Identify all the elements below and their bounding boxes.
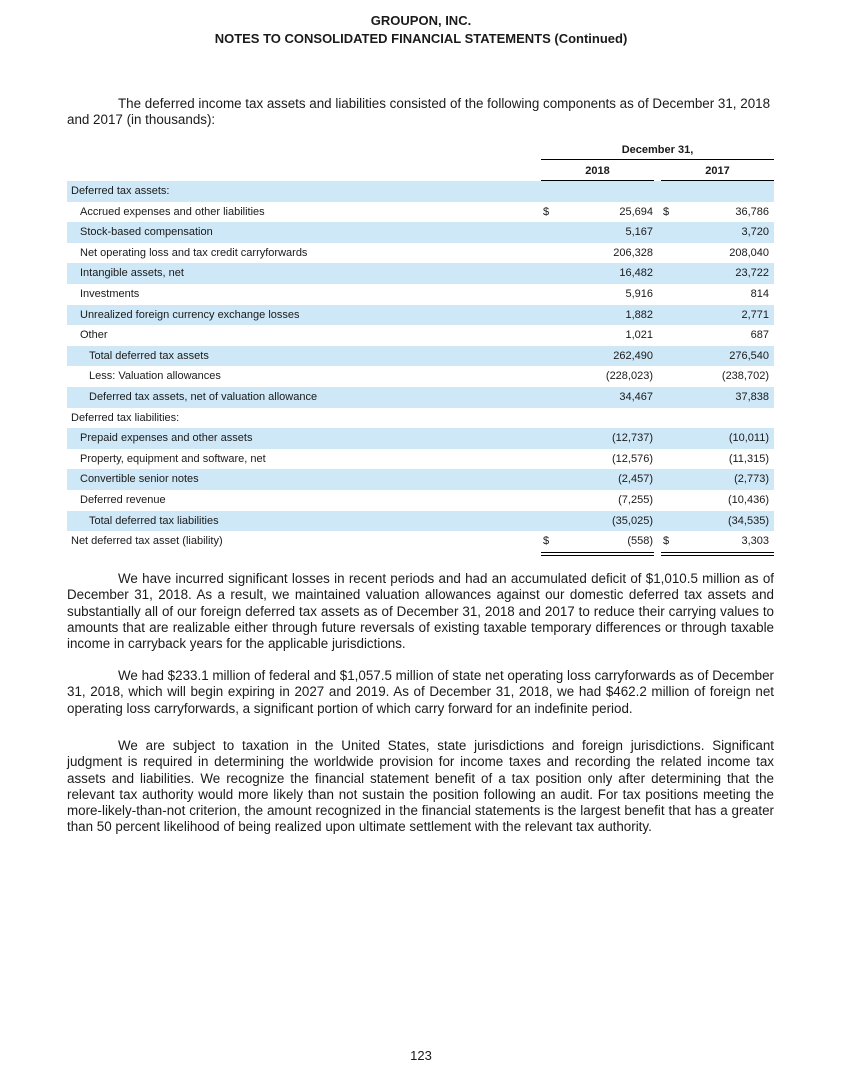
value-2018: (12,576)	[612, 452, 653, 465]
row-label: Other	[80, 329, 108, 342]
value-2018: 262,490	[613, 349, 653, 362]
row-label: Total deferred tax assets	[89, 349, 209, 362]
taxation-text: We are subject to taxation in the United States, state jurisdictions and foreign jurisdictions. Significant judgment is required in determining the worldwide provision for income taxes and recording the related income tax assets and liabilities. We recognize the financial statement benefit of a tax position only after determining that the relevant tax authority would more likely than not sustain the position following an audit. For tax positions meeting the more-likely-than-not criterion, the amount recognized in the financial statements is the largest benefit that has a greater than 50 percent likelihood of being realized upon ultimate settlement with the relevant tax authority.	[67, 738, 774, 835]
value-2018: (228,023)	[605, 370, 653, 383]
value-2017: 23,722	[735, 267, 769, 280]
value-2018: (2,457)	[618, 473, 653, 486]
intro-paragraph	[67, 96, 774, 129]
total-double-rule	[661, 552, 774, 553]
table-row	[67, 531, 774, 552]
year-header-2017: 2017	[705, 165, 730, 177]
table-row	[67, 408, 774, 429]
period-header-rule	[541, 159, 774, 160]
losses-text: We have incurred significant losses in recent periods and had an accumulated deficit of $1,010.5 million as of December 31, 2018. As a result, we maintained valuation allowances against our domestic deferred tax assets and substantially all of our foreign deferred tax assets as of December 31, 2018 and 2017 to reduce their carrying values to amounts that are realizable either through future reversals of existing taxable temporary differences or through taxable income in carryback years for the applicable jurisdictions.	[67, 571, 774, 652]
table-row	[67, 284, 774, 305]
table-row	[67, 449, 774, 470]
table-row	[67, 222, 774, 243]
row-label: Unrealized foreign currency exchange losses	[80, 308, 300, 321]
value-2017: 814	[750, 288, 769, 300]
total-double-rule	[541, 552, 654, 553]
value-2018: (558)	[627, 535, 653, 548]
company-name: GROUPON, INC.	[370, 13, 472, 28]
row-label: Investments	[80, 288, 140, 300]
row-label: Deferred tax liabilities:	[71, 411, 180, 424]
carryforwards-text: We had $233.1 million of federal and $1,057.5 million of state net operating loss carryforwards as of December 31, 2018, which will begin expiring in 2027 and 2019. As of December 31, 2018, we had $462.2 million of foreign net operating loss carryforwards, a significant portion of which carry forward for an indefinite period.	[67, 668, 774, 716]
row-label: Intangible assets, net	[80, 267, 184, 280]
value-2017: 276,540	[729, 349, 769, 362]
value-2017: (238,702)	[721, 370, 769, 383]
table-row	[67, 305, 774, 326]
value-2018: 206,328	[613, 246, 653, 259]
value-2017: (11,315)	[728, 452, 769, 465]
table-row	[67, 428, 774, 449]
row-label: Less: Valuation allowances	[89, 370, 221, 383]
value-2018: (7,255)	[618, 494, 653, 506]
currency-symbol-2018: $	[543, 535, 550, 548]
row-label: Net deferred tax asset (liability)	[71, 535, 223, 548]
table-row	[67, 181, 774, 202]
total-double-rule	[541, 555, 654, 556]
value-2017: (2,773)	[734, 473, 769, 486]
value-2018: 25,694	[619, 205, 653, 218]
table-row	[67, 346, 774, 367]
table-row	[67, 490, 774, 511]
row-label: Convertible senior notes	[80, 473, 199, 486]
value-2017: 37,838	[735, 391, 769, 403]
value-2017: 3,303	[741, 535, 769, 548]
table-row	[67, 325, 774, 346]
page-heading: NOTES TO CONSOLIDATED FINANCIAL STATEMENTS (Continued)	[214, 31, 628, 46]
taxation-paragraph	[67, 738, 774, 836]
row-label: Deferred revenue	[80, 494, 166, 506]
intro-text: The deferred income tax assets and liabilities consisted of the following components as of December 31, 2018 and 2017 (in thousands):	[67, 96, 771, 128]
value-2018: 1,882	[625, 308, 653, 321]
table-row	[67, 469, 774, 490]
year-header-2018: 2018	[585, 165, 610, 177]
value-2017: 208,040	[729, 246, 769, 259]
row-label: Total deferred tax liabilities	[89, 514, 219, 527]
period-header: December 31,	[621, 144, 694, 156]
value-2017: 687	[750, 329, 769, 342]
losses-paragraph	[67, 571, 774, 652]
value-2017: (10,011)	[728, 432, 769, 445]
total-double-rule	[661, 555, 774, 556]
row-label: Property, equipment and software, net	[80, 452, 266, 465]
value-2018: 34,467	[619, 391, 653, 403]
table-row	[67, 387, 774, 408]
currency-symbol-2017: $	[663, 205, 670, 218]
table-row	[67, 243, 774, 264]
value-2018: 1,021	[625, 329, 653, 342]
value-2018: 5,916	[625, 288, 653, 300]
carryforwards-paragraph	[67, 668, 774, 717]
row-label: Net operating loss and tax credit carryforwards	[80, 246, 308, 259]
row-label: Deferred tax assets:	[71, 185, 170, 197]
table-row	[67, 366, 774, 387]
value-2017: 2,771	[741, 308, 769, 321]
table-row	[67, 511, 774, 532]
value-2017: (10,436)	[728, 494, 769, 506]
row-label: Prepaid expenses and other assets	[80, 432, 253, 445]
table-row	[67, 263, 774, 284]
page-number: 123	[410, 1048, 432, 1063]
value-2018: (12,737)	[612, 432, 653, 445]
value-2017: 3,720	[741, 226, 769, 239]
row-label: Deferred tax assets, net of valuation allowance	[89, 391, 318, 403]
value-2018: 5,167	[625, 226, 653, 239]
value-2018: 16,482	[619, 267, 653, 280]
row-label: Accrued expenses and other liabilities	[80, 205, 265, 218]
row-label: Stock-based compensation	[80, 226, 213, 239]
currency-symbol-2018: $	[543, 205, 550, 218]
table-row	[67, 202, 774, 223]
value-2017: 36,786	[735, 205, 769, 218]
value-2018: (35,025)	[612, 514, 653, 527]
value-2017: (34,535)	[728, 514, 769, 527]
currency-symbol-2017: $	[663, 535, 670, 548]
